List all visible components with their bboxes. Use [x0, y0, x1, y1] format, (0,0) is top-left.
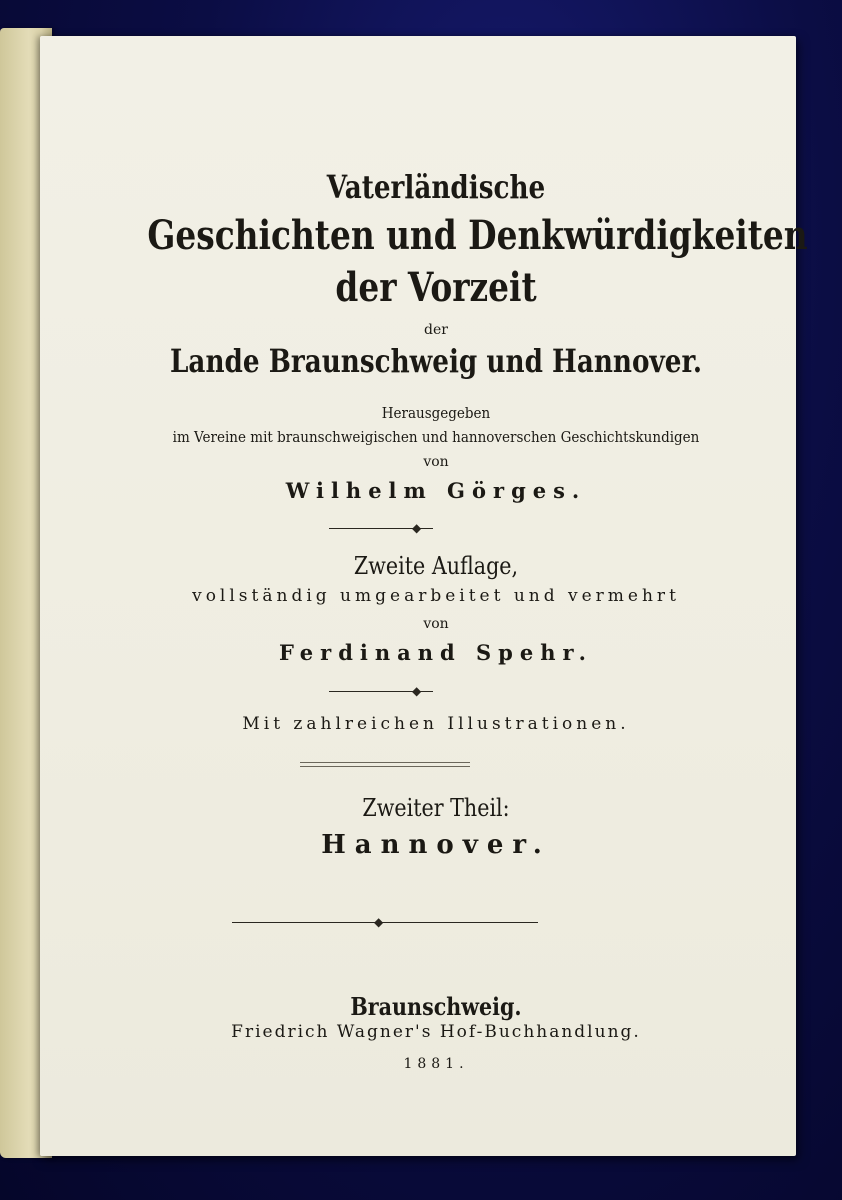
- ornament-diamond-3: ◆: [374, 915, 384, 929]
- part-line: Zweiter Theil:: [362, 794, 510, 822]
- editor-intro: Herausgegeben: [381, 404, 491, 422]
- illustrations-line: Mit zahlreichen Illustrationen.: [242, 714, 630, 734]
- edition-note: vollständig umgearbeitet und vermehrt: [192, 586, 680, 606]
- editor-von: von: [423, 454, 449, 470]
- publisher-line: Friedrich Wagner's Hof-Buchhandlung.: [231, 1022, 641, 1042]
- reviser-name: Ferdinand Spehr.: [279, 640, 593, 665]
- ornament-rule-3: [232, 922, 538, 923]
- edition-line: Zweite Auflage,: [353, 552, 519, 580]
- title-page-text-block: [84, 72, 808, 1156]
- title-line-2: Geschichten und Denkwürdigkeiten: [147, 212, 808, 259]
- editor-context: im Vereine mit braunschweigischen und hannoverschen Geschichtskundigen: [172, 428, 700, 446]
- ornament-diamond-1: ◆: [412, 521, 422, 535]
- title-page: [40, 36, 808, 1156]
- title-line-1: Vaterländische: [326, 168, 546, 206]
- reviser-von: von: [423, 616, 449, 632]
- title-line-3: der Vorzeit: [335, 264, 537, 311]
- place-line: Braunschweig.: [350, 992, 522, 1021]
- editor-name: Wilhelm Görges.: [285, 478, 587, 503]
- double-rule-divider: [300, 762, 470, 767]
- year-line: 1881.: [403, 1056, 469, 1072]
- part-title: Hannover.: [321, 830, 551, 860]
- title-line-5: Lande Braunschweig und Hannover.: [169, 342, 703, 380]
- title-line-4: der: [424, 322, 448, 338]
- ornament-diamond-2: ◆: [412, 684, 422, 698]
